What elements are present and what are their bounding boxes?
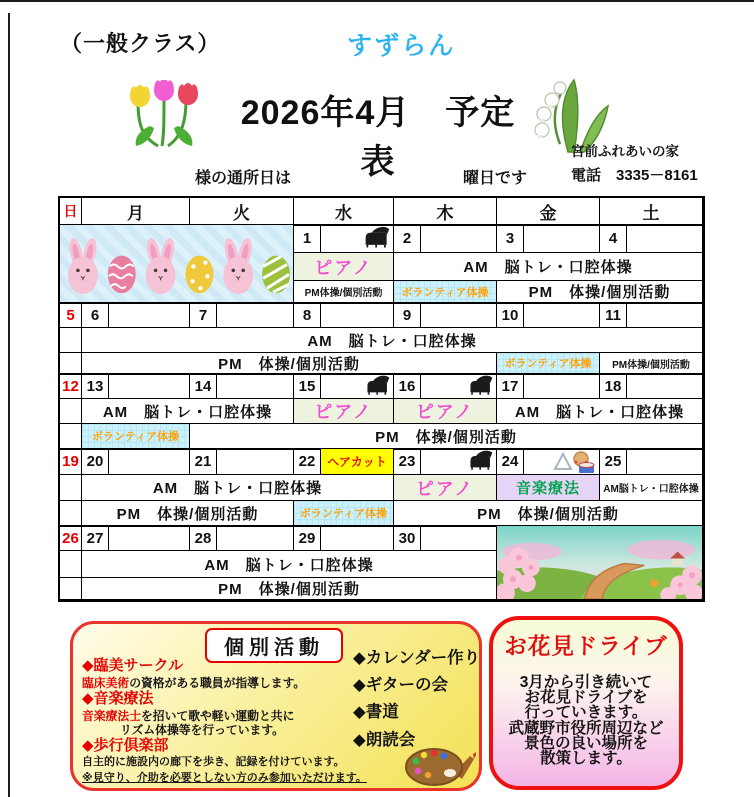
empty-cell — [60, 551, 82, 578]
event-pm-activity-small: PM体操/個別活動 — [600, 353, 703, 374]
list-item: ◆朗読会 — [353, 730, 416, 749]
empty-cell — [60, 501, 82, 526]
event-piano: ピアノ — [394, 399, 497, 424]
tulips-icon — [124, 80, 206, 157]
date-cell-apr28: 28 — [190, 526, 294, 551]
grand-piano-icon — [365, 375, 391, 395]
date-cell-apr1: 1 — [294, 225, 394, 253]
event-am-exercise: AM 脳トレ・口腔体操 — [82, 328, 703, 353]
event-pm-activity: PM 体操/個別活動 — [497, 281, 703, 303]
date-cell-apr8: 8 — [294, 303, 394, 328]
day-header-sun: 日 — [60, 198, 82, 225]
event-pm-activity: PM 体操/個別活動 — [394, 501, 703, 526]
event-piano: ピアノ — [294, 399, 394, 424]
event-volunteer-exercise: ボランティア体操 — [394, 281, 497, 303]
date-cell-apr14: 14 — [190, 374, 294, 399]
empty-cell — [60, 399, 82, 424]
walking-club-note: ※見守り、介助を必要としない方のみ参加いただけます。 — [82, 771, 367, 784]
empty-cell — [60, 475, 82, 501]
date-cell-apr5: 5 — [60, 303, 82, 328]
hanami-drive-text: 3月から引き続いて お花見ドライブを 行っていきます。 武蔵野市役所周辺など 景色の良い場所を 散策します。 — [508, 674, 664, 767]
date-cell-apr19: 19 — [60, 449, 82, 475]
page-top-edge — [0, 0, 754, 2]
date-cell-apr2: 2 — [394, 225, 497, 253]
section-heading: ◆音楽療法 — [82, 689, 154, 707]
date-cell-apr17: 17 — [497, 374, 600, 399]
attendance-text-suffix: 曜日です — [463, 170, 528, 187]
facility-name: 宮前ふれあいの家 — [571, 144, 679, 159]
cherry-blossom-landscape-image — [497, 526, 703, 600]
date-cell-apr30: 30 — [394, 526, 497, 551]
date-cell-apr24: 24 — [497, 449, 600, 475]
empty-cell — [60, 578, 82, 600]
facility-phone: 電話 3335－8161 — [571, 167, 698, 184]
day-header-fri: 金 — [497, 198, 600, 225]
date-cell-apr10: 10 — [497, 303, 600, 328]
event-am-exercise: AM 脳トレ・口腔体操 — [82, 551, 497, 578]
date-cell-apr29: 29 — [294, 526, 394, 551]
event-am-exercise: AM 脳トレ・口腔体操 — [497, 399, 703, 424]
list-item: ◆カレンダー作り — [353, 649, 481, 667]
grand-piano-icon — [468, 450, 494, 470]
event-pm-activity: PM 体操/個別活動 — [82, 353, 497, 374]
individual-activities-descriptions: ◆臨美サークル 臨床美術の資格がある職員が指導します。 ◆音楽療法 音楽療法士を招いて歌や軽い運動と共に リズム体操等を行っています。 ◆歩行倶楽部 自主的に施設内の廊下を歩き、記録を付けています。 ※見守り、介助を必要としない方のみ参加いただけます。 — [82, 657, 367, 784]
attendance-text-prefix: 様の通所日は — [195, 170, 292, 187]
date-cell-apr18: 18 — [600, 374, 703, 399]
event-volunteer-exercise: ボランティア体操 — [82, 424, 190, 449]
hanami-drive-box — [489, 616, 683, 790]
calendar-table — [58, 196, 705, 602]
date-cell-apr21: 21 — [190, 449, 294, 475]
day-header-sat: 土 — [600, 198, 703, 225]
date-cell-apr4: 4 — [600, 225, 703, 253]
event-piano: ピアノ — [394, 475, 497, 501]
date-cell-apr9: 9 — [394, 303, 497, 328]
page-left-edge — [8, 13, 10, 797]
date-cell-apr26: 26 — [60, 526, 82, 551]
paint-palette-icon — [404, 729, 476, 787]
section-heading: ◆歩行倶楽部 — [82, 736, 169, 754]
event-am-exercise: AM 脳トレ・口腔体操 — [82, 399, 294, 424]
easter-bunnies-and-eggs-image — [60, 225, 294, 303]
class-type-label: （一般クラス） — [60, 31, 221, 56]
event-am-exercise: AM 脳トレ・口腔体操 — [394, 253, 703, 281]
date-cell-apr15: 15 — [294, 374, 394, 399]
date-cell-apr20: 20 — [82, 449, 190, 475]
date-cell-apr7: 7 — [190, 303, 294, 328]
date-cell-apr25: 25 — [600, 449, 703, 475]
empty-cell — [60, 328, 82, 353]
date-cell-apr12: 12 — [60, 374, 82, 399]
hanami-drive-title: お花見ドライブ — [504, 634, 668, 659]
event-pm-activity: PM 体操/個別活動 — [82, 578, 497, 600]
event-am-exercise-small: AM脳トレ・口腔体操 — [600, 475, 703, 501]
event-piano: ピアノ — [294, 253, 394, 281]
day-header-thu: 木 — [394, 198, 497, 225]
event-pm-activity: PM 体操/個別活動 — [82, 501, 294, 526]
empty-cell — [60, 353, 82, 374]
percussion-instruments-icon — [551, 450, 597, 474]
list-item: ◆書道 — [353, 703, 399, 722]
grand-piano-icon — [363, 226, 391, 248]
date-cell-apr27: 27 — [82, 526, 190, 551]
date-cell-apr23: 23 — [394, 449, 497, 475]
individual-activities-box — [70, 621, 482, 791]
date-cell-apr16: 16 — [394, 374, 497, 399]
event-volunteer-exercise: ボランティア体操 — [294, 501, 394, 526]
grand-piano-icon — [468, 375, 494, 395]
page-title: 2026年4月 予定表 — [240, 94, 516, 181]
event-haircut: ヘアカット — [321, 449, 393, 474]
event-pm-activity-small: PM体操/個別活動 — [294, 281, 394, 303]
day-header-tue: 火 — [190, 198, 294, 225]
date-cell-apr3: 3 — [497, 225, 600, 253]
empty-cell — [60, 424, 82, 449]
event-music-therapy: 音楽療法 — [497, 475, 600, 501]
individual-activities-title: 個別活動 — [205, 628, 343, 663]
class-name: すずらん — [347, 32, 456, 60]
event-volunteer-exercise: ボランティア体操 — [497, 353, 600, 374]
day-header-mon: 月 — [82, 198, 190, 225]
day-header-wed: 水 — [294, 198, 394, 225]
list-item: ◆ギターの会 — [353, 676, 449, 695]
date-cell-apr11: 11 — [600, 303, 703, 328]
section-heading: ◆臨美サークル — [82, 657, 184, 674]
event-pm-activity: PM 体操/個別活動 — [190, 424, 703, 449]
date-cell-apr13: 13 — [82, 374, 190, 399]
date-cell-apr6: 6 — [82, 303, 190, 328]
date-cell-apr22: 22 ヘアカット — [294, 449, 394, 475]
event-am-exercise: AM 脳トレ・口腔体操 — [82, 475, 394, 501]
